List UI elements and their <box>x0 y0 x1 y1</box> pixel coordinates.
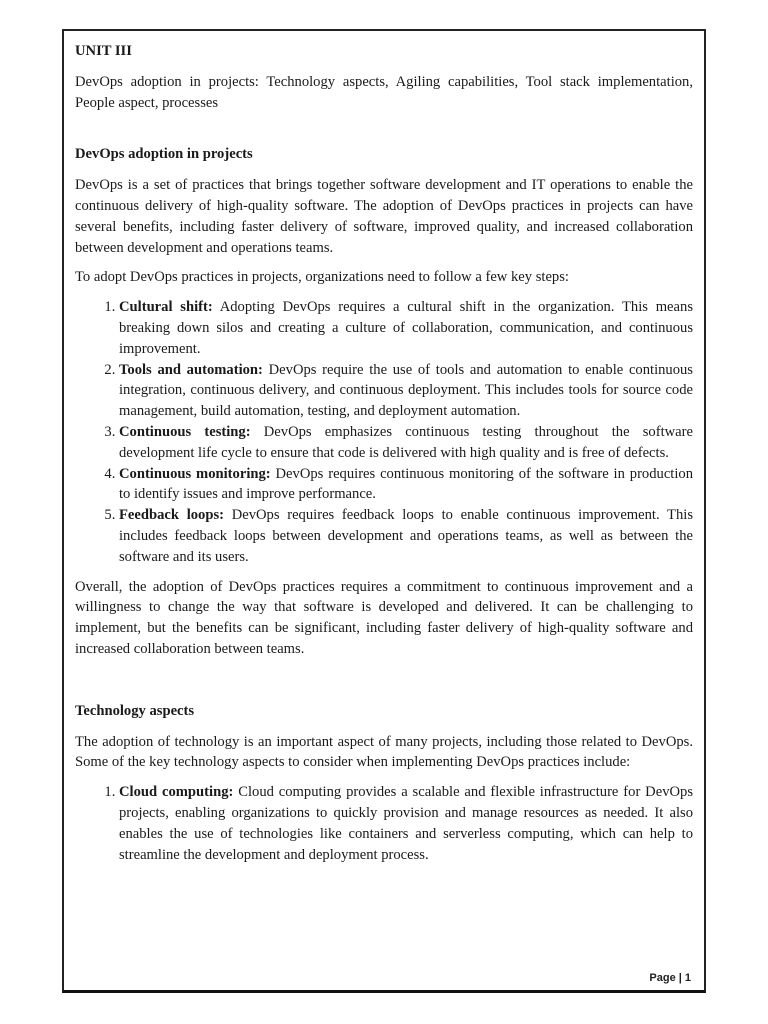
technology-list <box>75 782 693 865</box>
list-item-text: Cloud computing provides a scalable and flexible infrastructure for DevOps projects, enabling organizations to quickly provision and manage resources as needed. It also enables the use of technologies like containers and serverless computing, which can help to streamline the development and deployment process. <box>119 784 694 863</box>
list-item-term: Cultural shift: <box>119 299 213 316</box>
list-item <box>119 422 693 464</box>
section-heading-technology-aspects: Technology aspects <box>75 702 195 719</box>
key-steps-intro: To adopt DevOps practices in projects, organizations need to follow a few key steps: <box>75 269 569 286</box>
key-steps-list <box>75 297 693 567</box>
devops-intro-paragraph: DevOps is a set of practices that brings together software development and IT operations to enable the continuous delivery of high-quality software. The adoption of DevOps practices in projects can have several benefits, including faster delivery of software, improved quality, and increased collaboration between development and operations teams. <box>75 177 693 256</box>
devops-summary-paragraph: Overall, the adoption of DevOps practices requires a commitment to continuous improvement and a willingness to change the way that software is developed and delivered. It can be challenging to implement, but the benefits can be significant, including faster delivery of high-quality software and increased collaboration between teams. <box>75 578 693 657</box>
list-item <box>119 297 693 359</box>
list-item <box>119 782 693 865</box>
list-item-term: Feedback loops: <box>119 507 224 524</box>
list-item-text: DevOps emphasizes continuous testing throughout the software development life cycle to ensure that code is delivered with high quality and is free of defects. <box>119 423 694 461</box>
list-item-term: Continuous testing: <box>119 423 251 440</box>
unit-title: UNIT III <box>75 43 132 59</box>
document-page <box>62 29 706 993</box>
page-number: Page | 1 <box>649 972 691 984</box>
list-item <box>119 505 693 567</box>
list-item-term: Cloud computing: <box>119 784 234 801</box>
technology-intro-paragraph: The adoption of technology is an important aspect of many projects, including those related to DevOps. Some of the key technology aspects to consider when implementing DevOps practices include: <box>75 733 693 771</box>
list-item-text: DevOps requires feedback loops to enable continuous improvement. This includes feedback loops between development and operations teams, as well as between the software and its users. <box>119 507 693 565</box>
list-item <box>119 464 693 506</box>
list-item-term: Tools and automation: <box>119 361 263 378</box>
page-content <box>75 41 693 874</box>
list-item-text: DevOps requires continuous monitoring of the software in production to identify issues and improve performance. <box>119 465 693 503</box>
unit-topics: DevOps adoption in projects: Technology aspects, Agiling capabilities, Tool stack implementation, People aspect, processes <box>75 73 693 111</box>
list-item <box>119 360 693 422</box>
list-item-text: DevOps require the use of tools and automation to enable continuous integration, continuous delivery, and continuous deployment. This includes tools for source code management, build automation, testing, and deployment automation. <box>119 361 693 420</box>
section-heading-devops-adoption: DevOps adoption in projects <box>75 146 253 163</box>
list-item-text: Adopting DevOps requires a cultural shift in the organization. This means breaking down silos and creating a culture of collaboration, communication, and continuous improvement. <box>119 299 693 357</box>
list-item-term: Continuous monitoring: <box>119 465 271 482</box>
